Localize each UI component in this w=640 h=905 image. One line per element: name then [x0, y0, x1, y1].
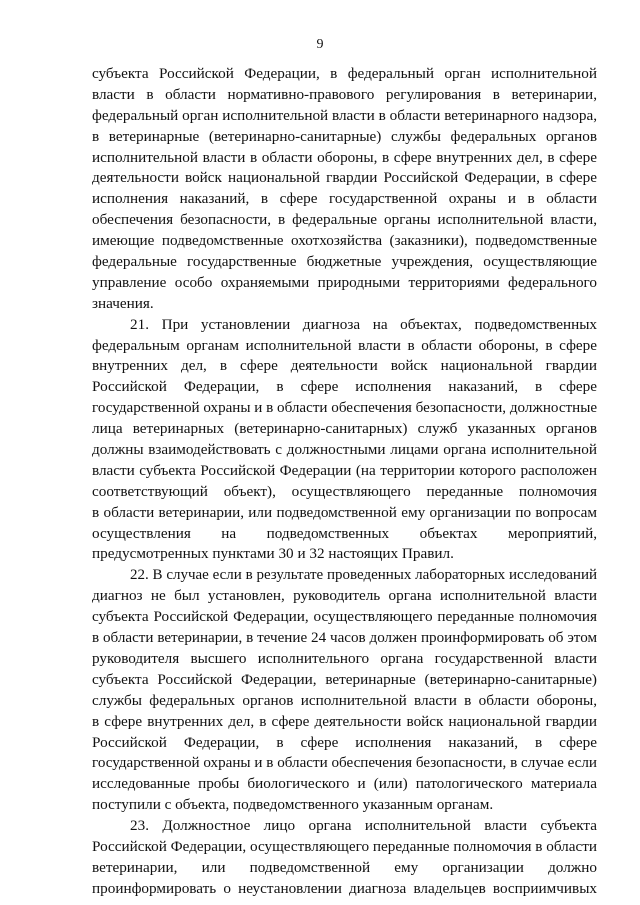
text-line: управление особо охраняемыми природными территориями федерального	[92, 273, 597, 291]
text-line: должны взаимодействовать с должностными лицами органа исполнительной	[92, 441, 597, 459]
text-line: руководителя высшего исполнительного органа государственной власти	[92, 649, 597, 667]
text-line: государственной охраны и в области обеспечения безопасности, в случае если	[92, 755, 597, 772]
text-line: федеральный орган исполнительной власти в области ветеринарного надзора,	[92, 106, 597, 124]
text-line: предусмотренных пунктами 30 и 32 настоящих Правил.	[92, 545, 454, 563]
text-line: диагноз не был установлен, руководитель органа исполнительной власти	[92, 587, 597, 605]
text-line: соответствующий объект), осуществляющего переданные полномочия	[92, 482, 597, 500]
paragraph-22	[92, 565, 597, 816]
paragraph-23	[92, 816, 597, 900]
text-line: субъекта Российской Федерации, в федеральный орган исполнительной	[92, 65, 597, 82]
text-line: осуществления на подведомственных объектах мероприятий,	[92, 524, 597, 542]
text-line: в области ветеринарии, в течение 24 часов должен проинформировать об этом	[92, 630, 597, 647]
text-line: Российской Федерации, в сфере исполнения наказаний, в сфере	[92, 733, 597, 751]
text-line: исполнения наказаний, в сфере государственной охраны и в области	[92, 190, 597, 208]
text-line: внутренних дел, в сфере деятельности войск национальной гвардии	[92, 357, 597, 375]
text-line: исследованные пробы биологического и (или) патологического материала	[92, 775, 597, 793]
text-line: федеральным органам исполнительной власти в области обороны, в сфере	[92, 336, 597, 354]
text-line: в сфере внутренних дел, в сфере деятельности войск национальной гвардии	[92, 712, 597, 730]
text-line: федеральные государственные бюджетные учреждения, осуществляющие	[92, 253, 597, 271]
text-line: 23. Должностное лицо органа исполнительной власти субъекта	[130, 817, 597, 835]
text-line: в ветеринарные (ветеринарно-санитарные) службы федеральных органов	[92, 127, 597, 145]
paragraph-21	[92, 315, 597, 566]
text-line: власти субъекта Российской Федерации (на территории которого расположен	[92, 461, 597, 479]
text-line: Российской Федерации, в сфере исполнения наказаний, в сфере	[92, 378, 597, 396]
text-line: деятельности войск национальной гвардии Российской Федерации, в сфере	[92, 169, 597, 187]
text-line: проинформировать о неустановлении диагноза владельцев восприимчивых	[92, 879, 597, 897]
text-line: 22. В случае если в результате проведенных лабораторных исследований	[130, 567, 597, 584]
text-line: обеспечения безопасности, в федеральные органы исполнительной власти,	[92, 211, 597, 229]
text-line: государственной охраны и в области обеспечения безопасности, должностные	[92, 400, 597, 417]
page-number: 9	[316, 37, 324, 52]
text-line: лица ветеринарных (ветеринарно-санитарных) служб указанных органов	[92, 420, 597, 438]
text-line: значения.	[92, 294, 154, 312]
text-line: Российской Федерации, осуществляющего переданные полномочия в области	[92, 837, 597, 855]
document-body	[92, 64, 597, 900]
text-line: субъекта Российской Федерации, осуществляющего переданные полномочия	[92, 608, 597, 626]
text-line: ветеринарии, или подведомственной ему организации должно	[92, 858, 597, 876]
text-line: поступили с объекта, подведомственного указанным органам.	[92, 796, 494, 814]
text-line: службы федеральных органов исполнительной власти в области обороны,	[92, 691, 597, 709]
text-line: субъекта Российской Федерации, ветеринарные (ветеринарно-санитарные)	[92, 670, 597, 688]
text-line: исполнительной власти в области обороны, в сфере внутренних дел, в сфере	[92, 148, 597, 166]
text-line: 21. При установлении диагноза на объектах, подведомственных	[130, 315, 597, 333]
text-line: в области ветеринарии, или подведомственной ему организации по вопросам	[92, 503, 597, 521]
text-line: имеющие подведомственные охотхозяйства (заказники), подведомственные	[92, 232, 597, 250]
text-line: власти в области нормативно-правового регулирования в ветеринарии,	[92, 85, 597, 103]
paragraph-20-continuation	[92, 64, 597, 315]
